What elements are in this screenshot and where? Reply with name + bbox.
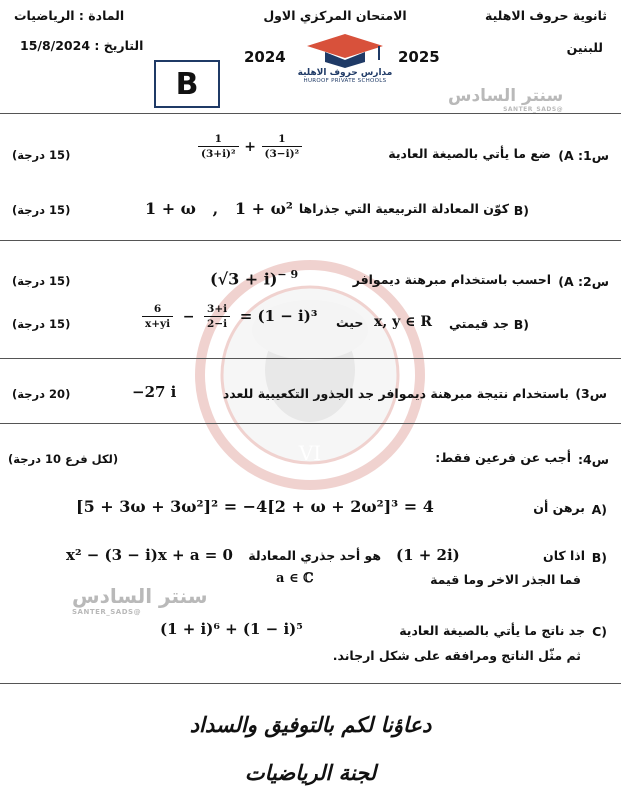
divider	[0, 240, 621, 241]
q4-b-label: B)	[591, 550, 607, 565]
year-start: 2024	[244, 48, 286, 66]
version-letter: B	[175, 66, 199, 102]
q1-b-text: كوّن المعادلة التربيعية التي جذراها	[298, 201, 509, 216]
q3-text: باستخدام نتيجة مبرهنة ديموافر جد الجذور التكعيبية للعدد	[222, 386, 569, 401]
watermark-handle: @SANTER_SADS	[503, 106, 564, 113]
watermark-top	[448, 86, 563, 113]
q4-b-line2: فما الجذر الاخر وما قيمة	[430, 572, 581, 587]
q1-b-roots: 1 + ω , 1 + ω²	[145, 199, 293, 218]
exam-title: الامتحان المركزي الاول	[263, 8, 407, 23]
q4-a-label: A)	[591, 502, 607, 517]
divider	[0, 358, 621, 359]
committee-signature: لجنة الرياضيات	[244, 760, 377, 785]
q4-b-set: a ∈ ℂ	[276, 571, 314, 586]
q4-b-root: (1 + 2i)	[396, 546, 460, 564]
q2-b-condition: x, y ∈ R	[374, 314, 432, 330]
svg-text:VI: VI	[298, 441, 322, 465]
q4-b-text2: هو أحد جذري المعادلة	[248, 548, 381, 563]
version-box	[154, 60, 220, 108]
q2-b-text: جد قيمتي	[449, 316, 509, 331]
q4-a-identity: [5 + 3ω + 3ω²]² = −4[2 + ω + 2ω²]³ = 4	[76, 497, 434, 516]
logo-english-text: HUROOF PRIVATE SCHOOLS	[303, 78, 387, 84]
q4-c-text: جد ناتج ما يأتي بالصيغة العادية	[399, 623, 585, 638]
q3-marks: (20 درجة)	[12, 387, 71, 401]
year-end: 2025	[398, 48, 440, 66]
school-for: للبنين	[566, 40, 603, 55]
graduation-cap-icon	[295, 32, 395, 68]
school-name: ثانوية حروف الاهلية	[484, 8, 607, 23]
watermark-text: سنتر السادس	[72, 584, 208, 608]
q1-a-expression: $\frac{1}{\text{(3+i)²}}$ + $\frac{1}{\text{(3−i)²}}$	[198, 133, 302, 160]
watermark-handle: @SANTER_SADS	[72, 608, 142, 616]
q4-c-expression: (1 + i)⁶ + (1 − i)⁵	[160, 620, 303, 638]
q2-b-where: حيث	[336, 315, 364, 330]
divider	[0, 113, 621, 114]
q1-number: س1: A)	[558, 148, 609, 163]
date-label: التاريخ : 15/8/2024	[20, 38, 144, 53]
school-logo	[295, 32, 395, 92]
q4-c-label: C)	[592, 624, 607, 639]
divider	[0, 423, 621, 424]
logo-arabic-text: مدارس حروف الاهلية	[297, 68, 393, 78]
q2-b-expression: $\frac{6}{x+yi}$ − $\frac{3+i}{2-i}$ = (1 − i)³	[142, 303, 317, 330]
q3-number: س3)	[575, 386, 607, 401]
q4-c-line2: ثم مثّل الناتج ومرافقه على شكل ارجاند.	[332, 648, 581, 663]
q4-b-text1: اذا كان	[543, 548, 585, 563]
watermark-text: سنتر السادس	[448, 86, 564, 106]
q2-a-expression: $(√3 + i)^{- 9}$	[210, 268, 299, 289]
q4-note: (لكل فرع 10 درجة)	[8, 452, 119, 466]
q2-number: س2: A)	[558, 274, 609, 289]
q1-b-label: B)	[513, 203, 529, 218]
watermark-middle	[72, 584, 208, 616]
q3-number-value: −27 i	[132, 383, 177, 401]
q4-b-equation: x² − (3 − i)x + a = 0	[66, 546, 233, 564]
q2-b-marks: (15 درجة)	[12, 317, 71, 331]
subject-label: المادة : الرياضيات	[14, 8, 125, 23]
divider	[0, 683, 621, 684]
q1-b-marks: (15 درجة)	[12, 203, 71, 217]
closing-prayer: دعاؤنا لكم بالتوفيق والسداد	[189, 712, 432, 737]
q4-number: س4:	[578, 452, 609, 467]
q2-a-marks: (15 درجة)	[12, 274, 71, 288]
seal-watermark	[195, 260, 425, 490]
q4-intro: أجب عن فرعين فقط:	[435, 450, 571, 465]
q1-a-marks: (15 درجة)	[12, 148, 71, 162]
q1-a-text: ضع ما يأتي بالصيغة العادية	[388, 146, 551, 161]
q2-b-label: B)	[513, 317, 529, 332]
q4-a-text: برهن أن	[533, 500, 585, 515]
q2-a-text: احسب باستخدام مبرهنة ديموافر	[352, 272, 551, 287]
